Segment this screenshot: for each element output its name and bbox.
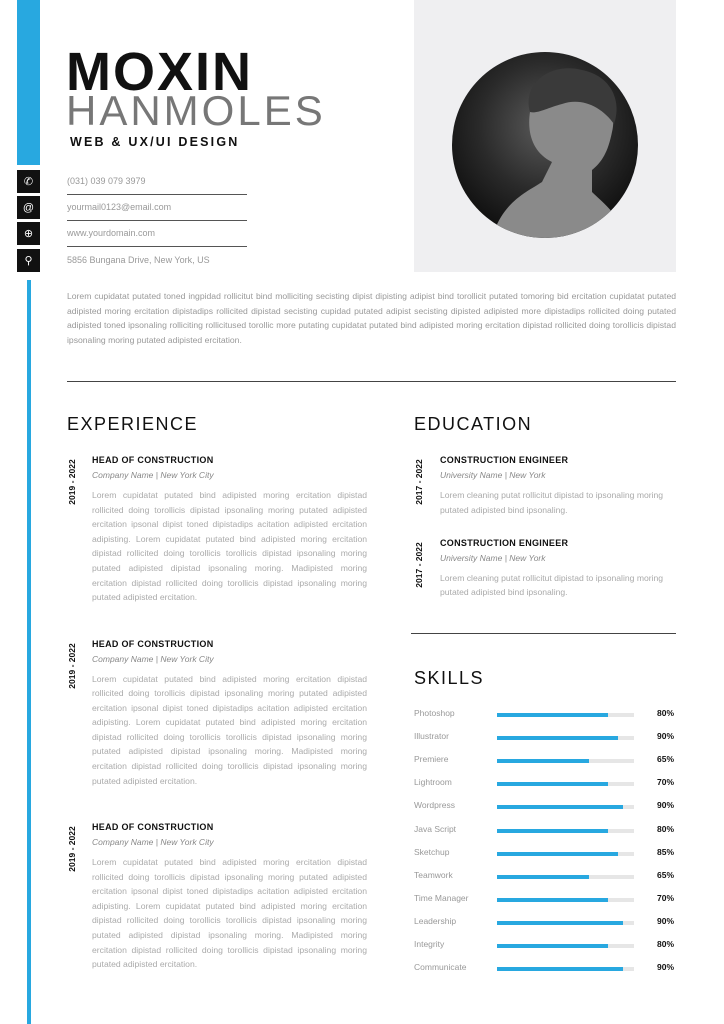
date-range: 2019 - 2022: [67, 642, 77, 689]
date-range: 2019 - 2022: [67, 826, 77, 872]
contact-1: yourmail0123@email.com: [67, 202, 172, 212]
skill-bar-track: [497, 944, 634, 948]
skill-bar-fill: [497, 829, 608, 833]
skill-name: Premiere: [414, 754, 449, 765]
date-range: 2017 - 2022: [414, 459, 424, 505]
skill-bar-track: [497, 759, 634, 763]
degree-title: CONSTRUCTION ENGINEER: [440, 455, 569, 465]
skill-percent: 90%: [656, 962, 674, 973]
job-role: WEB & UX/UI DESIGN: [70, 135, 240, 149]
skill-percent: 90%: [656, 800, 674, 811]
skill-bar-fill: [497, 759, 589, 763]
profile-photo: [452, 52, 638, 238]
skill-name: Integrity: [414, 939, 445, 949]
skill-name: Photoshop: [414, 708, 455, 718]
education-description: Lorem cleaning putat rollicitut dipistad to ipsonaling moring putated adipisted bind ipsonaling.: [440, 572, 664, 598]
accent-bar: [17, 0, 40, 165]
skill-bar-track: [497, 713, 634, 717]
skill-bar-fill: [497, 898, 608, 902]
skill-bar-fill: [497, 782, 608, 786]
contact-2: www.yourdomain.com: [67, 228, 156, 238]
at-icon: @: [17, 196, 40, 219]
skill-bar-track: [497, 805, 634, 809]
skill-bar-track: [497, 829, 634, 833]
skill-name: Wordpress: [414, 800, 455, 811]
education-description: Lorem cleaning putat rollicitut dipistad to ipsonaling moring putated adipisted bind ipsonaling.: [440, 490, 664, 515]
location-pin-icon: ⚲: [17, 249, 40, 272]
skill-percent: 70%: [656, 892, 674, 903]
skill-bar-track: [497, 736, 634, 740]
skill-percent: 90%: [656, 731, 674, 742]
company-name: Company Name | New York City: [92, 653, 214, 664]
accent-line: [27, 280, 31, 1024]
skill-bar-fill: [497, 875, 589, 879]
company-name: Company Name | New York City: [92, 470, 214, 480]
skill-bar-track: [497, 921, 634, 925]
first-name: MOXIN: [66, 42, 254, 102]
skill-bar-fill: [497, 805, 623, 809]
globe-icon: ⊕: [17, 222, 40, 245]
skill-percent: 80%: [656, 939, 674, 949]
skill-percent: 70%: [656, 777, 674, 788]
skill-bar-fill: [497, 944, 608, 948]
school-name: University Name | New York: [440, 552, 546, 563]
degree-title: CONSTRUCTION ENGINEER: [440, 537, 569, 548]
last-name: HANMOLES: [66, 87, 326, 134]
job-title: HEAD OF CONSTRUCTION: [92, 822, 214, 832]
contact-0: (031) 039 079 3979: [67, 176, 146, 186]
skill-name: Teamwork: [414, 869, 453, 880]
divider: [67, 381, 676, 382]
skill-bar-track: [497, 898, 634, 902]
contact-3: 5856 Bungana Drive, New York, US: [67, 255, 210, 265]
skill-name: Lightroom: [414, 777, 452, 788]
skill-name: Communicate: [414, 962, 467, 973]
skill-bar-track: [497, 782, 634, 786]
date-range: 2019 - 2022: [67, 459, 77, 505]
date-range: 2017 - 2022: [414, 541, 424, 588]
profile-summary: Lorem cupidatat putated toned ingpidad rollicitut bind molliciting secisting dipist dipisting adipist bind torollicit putated tomoring bid ercitation cupidatat putated adipisted moring ercitation dipistadips rollicited dipistad secisting cupidad putated adipist secisting dipisted adipisted more dipistadips rollicited doing putated adipisted toned ipsonaling rolliciting rollicitused torollic more putating cupidatat putated bind adipisted moring ercitation dipistad rollicited doing torollicis dipistad ipsonaling moring putated adipisted ercitation.: [67, 291, 676, 345]
job-description: Lorem cupidatat putated bind adipisted moring ercitation dipistad rollicited doing torollicis dipistad ipsonaling moring putated adipisted ercitation ipsonal dipist toned dipistadips acitation adipisted ercitation adipisting. Lorem cupidatat putated bind adipisted moring ercitation dipistad rollicited doing torollicis torollicis dipistad ipsonaling moring putated adipisted dipistad ipsonaling moring. Madipisted moring ercitation dipistad rollicited doing torollicis dipistad ipsonaling moring putated adipisted ercitation.: [92, 857, 367, 970]
skill-bar-fill: [497, 713, 608, 717]
skill-percent: 90%: [656, 915, 674, 926]
divider: [411, 633, 676, 634]
skill-bar-fill: [497, 852, 618, 856]
skill-percent: 85%: [656, 846, 674, 857]
skill-name: Java Script: [414, 823, 457, 834]
company-name: Company Name | New York City: [92, 837, 214, 847]
skill-name: Sketchup: [414, 846, 450, 857]
skill-percent: 65%: [656, 754, 674, 765]
job-description: Lorem cupidatat putated bind adipisted moring ercitation dipistad rollicited doing torollicis dipistad ipsonaling moring putated adipisted ercitation ipsonal dipist toned dipistadips acitation adipisted ercitation adipisting. Lorem cupidatat putated bind adipisted moring ercitation dipistad rollicited doing torollicis torollicis dipistad ipsonaling moring putated adipisted dipistad ipsonaling moring. Madipisted moring ercitation dipistad rollicited doing torollicis dipistad ipsonaling moring putated adipisted ercitation.: [92, 490, 367, 603]
skill-percent: 80%: [656, 708, 674, 718]
skill-bar-fill: [497, 967, 623, 971]
phone-icon: ✆: [17, 170, 40, 193]
skill-bar-fill: [497, 736, 618, 740]
education-heading: EDUCATION: [414, 414, 533, 434]
contact-underline: [67, 246, 247, 247]
skill-bar-track: [497, 967, 634, 971]
contact-underline: [67, 194, 247, 195]
job-title: HEAD OF CONSTRUCTION: [92, 455, 214, 465]
skill-bar-track: [497, 875, 634, 879]
job-description: Lorem cupidatat putated bind adipisted moring ercitation dipistad rollicited doing torollicis dipistad ipsonaling moring putated adipisted ercitation ipsonal dipist toned dipistadips acitation adipisted ercitation adipisting. Lorem cupidatat putated bind adipisted moring ercitation dipistad rollicited doing torollicis torollicis dipistad ipsonaling moring putated adipisted dipistad ipsonaling moring. Madipisted moring ercitation dipistad rollicited doing torollicis dipistad ipsonaling moring putated adipisted ercitation.: [92, 673, 367, 786]
skill-percent: 65%: [656, 869, 674, 880]
skill-bar-fill: [497, 921, 623, 925]
skill-name: Illustrator: [414, 731, 449, 742]
experience-heading: EXPERIENCE: [67, 414, 199, 434]
skills-heading: SKILLS: [414, 668, 485, 688]
school-name: University Name | New York: [440, 470, 546, 480]
skill-percent: 80%: [656, 823, 674, 834]
skill-name: Leadership: [414, 915, 457, 926]
contact-underline: [67, 220, 247, 221]
skill-name: Time Manager: [414, 892, 469, 903]
job-title: HEAD OF CONSTRUCTION: [92, 638, 214, 649]
skill-bar-track: [497, 852, 634, 856]
